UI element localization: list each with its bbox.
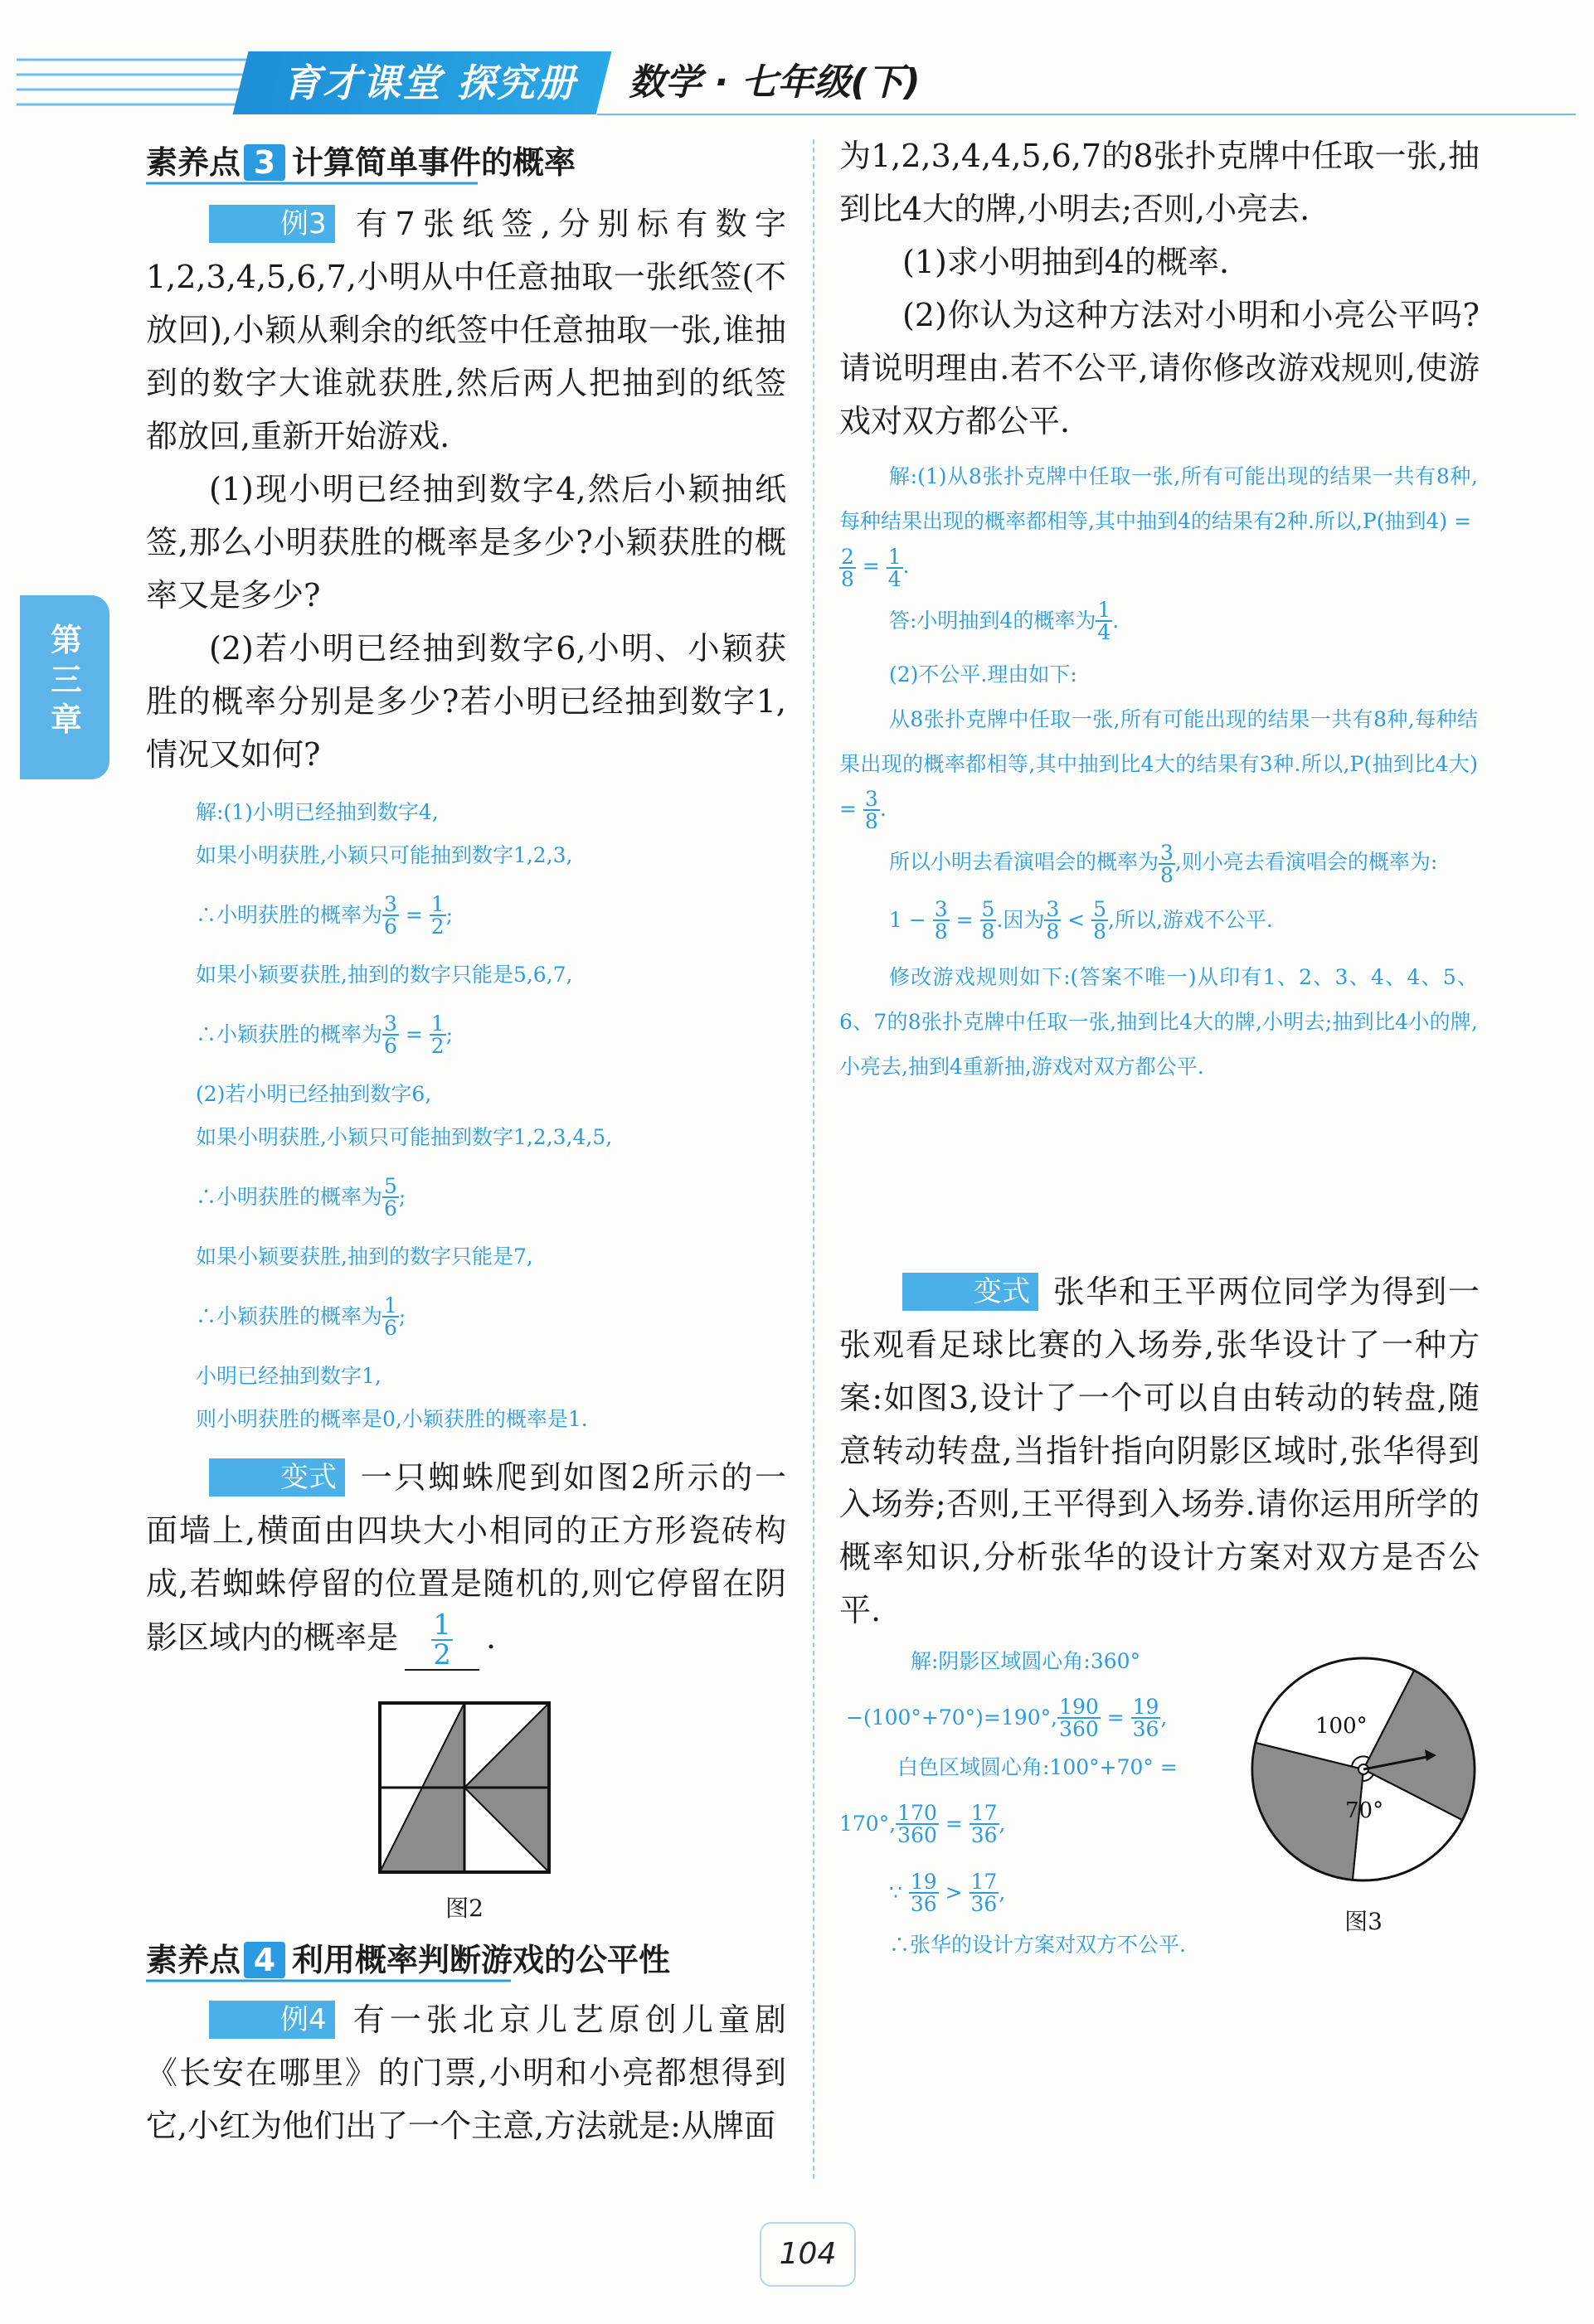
sol3-line: ∴小颖获胜的概率为 $\frac{3}{6}$ = $\frac{1}{2}$ ; <box>196 1012 454 1058</box>
fraction: $\frac{19}{36}$ <box>1132 1695 1159 1741</box>
sol3-line: ∴小明获胜的概率为 $\frac{5}{6}$ ; <box>196 1174 406 1220</box>
section-4-header <box>146 1937 793 1978</box>
fraction: $\frac{19}{36}$ <box>910 1870 937 1916</box>
example-4-q1: (1)求小明抽到4的概率. <box>902 244 1230 280</box>
variant-2-text: 张华和王平两位同学为得到一张观看足球比赛的入场券,张华设计了一种方案:如图3,设计了一个可以自由转动的转盘,随意转动转盘,当指针指向阴影区域时,张华得到入场券;否则,王平得到入场券.请你运用所学的概率知识,分析张华的设计方案对双方是否公平. <box>839 1274 1480 1628</box>
variant-2-tag: 变式 <box>902 1273 1038 1311</box>
fraction: $\frac{3}{8}$ <box>864 787 878 833</box>
figure-2 <box>377 1700 552 1875</box>
sol4-p2: 从8张扑克牌中任取一张,所有可能出现的结果一共有8种,每种结果出现的概率都相等,其中抽到比4大的结果有3种.所以,P(抽到比4大) = $\frac{3}{8}$ . <box>839 706 1479 833</box>
example-3-text: 有7张纸签,分别标有数字1,2,3,4,5,6,7,小明从中任意抽取一张纸签(不放回),小颖从剩余的纸签中任意抽取一张,谁抽到的数字大谁就获胜,然后两人把抽到的纸签都放回,重新开始游戏. <box>146 206 786 454</box>
fraction: $\frac{1}{6}$ <box>384 1293 397 1340</box>
sol3-line: 如果小明获胜,小颖只可能抽到数字1,2,3, <box>196 843 573 867</box>
variant-1-tag: 变式 <box>209 1458 345 1497</box>
sol4-p2-head: (2)不公平.理由如下: <box>889 662 1077 687</box>
solution-variant-2 <box>839 1645 1254 1968</box>
sol3-text: ∴小颖获胜的概率为 <box>196 1022 383 1046</box>
solv2-line: 白色区域圆心角:100°+70° = <box>897 1755 1178 1779</box>
fraction: $\frac{5}{8}$ <box>1093 896 1107 944</box>
angle-label-100: 100° <box>1315 1714 1368 1739</box>
sol4-answer1: 答:小明抽到4的概率为 $\frac{1}{4}$ . <box>889 597 1120 644</box>
fraction: $\frac{17}{36}$ <box>970 1870 998 1916</box>
page-number: 104 <box>760 2222 856 2287</box>
solv2-line: ∴张华的设计方案对双方不公平. <box>889 1933 1186 1957</box>
example-4 <box>146 1993 786 2152</box>
variant-2 <box>839 1265 1480 1637</box>
section-number: 3 <box>244 144 285 181</box>
solv2-line: 解:阴影区域圆心角:360° <box>911 1649 1141 1673</box>
solv2-line: 170°, $\frac{170}{360}$ = $\frac{17}{36}$ , <box>839 1801 1006 1847</box>
sol3-line: 解:(1)小明已经抽到数字4, <box>196 800 439 824</box>
sol3-line: 小明已经抽到数字1, <box>196 1364 381 1388</box>
fraction: $\frac{1}{4}$ <box>887 544 901 591</box>
series-title: 育才课堂 探究册 <box>282 61 576 105</box>
sol3-line: ∴小明获胜的概率为 $\frac{3}{6}$ = $\frac{1}{2}$ ; <box>196 892 454 939</box>
variant-1-answer: $\frac{1}{2}$ <box>405 1610 479 1671</box>
section-number: 4 <box>244 1942 285 1978</box>
figure-2-caption: 图2 <box>445 1895 484 1922</box>
sol4-p4: 1 − $\frac{3}{8}$ = $\frac{5}{8}$ .因为 $\frac{3}{8}$ < $\frac{5}{8}$ ,所以,游戏不公平. <box>889 896 1273 944</box>
subject-title: 数学 · 七年级(下) <box>629 61 921 104</box>
variant-1-end: . <box>486 1618 497 1656</box>
fraction: $\frac{170}{360}$ <box>897 1801 937 1847</box>
example-4-text: 有一张北京儿艺原创儿童剧《长安在哪里》的门票,小明和小亮都想得到它,小红为他们出了一个主意,方法就是:从牌面 <box>146 2001 786 2144</box>
variant-1-text: 一只蜘蛛爬到如图2所示的一面墙上,横面由四块大小相同的正方形瓷砖构成,若蜘蛛停留的位置是随机的,则它停留在阴影区域内的概率是 <box>146 1459 786 1656</box>
fraction: $\frac{17}{36}$ <box>970 1801 998 1847</box>
solution-3 <box>196 791 793 1441</box>
example-3-q1: (1)现小明已经抽到数字4,然后小颖抽纸签,那么小明获胜的概率是多少?小颖获胜的概率又是多少? <box>146 471 786 614</box>
sol4-p5: 修改游戏规则如下:(答案不唯一)从印有1、2、3、4、4、5、6、7的8张扑克牌中任取一张,抽到比4大的牌,小明去;抽到比4小的牌,小亮去,抽到4重新抽,游戏对双方都公平. <box>839 964 1478 1079</box>
sol3-line: ∴小颖获胜的概率为 $\frac{1}{6}$ ; <box>196 1293 406 1340</box>
section-title: 利用概率判断游戏的公平性 <box>292 1941 671 1978</box>
section-label: 素养点 <box>146 143 241 181</box>
figure-3-spinner <box>1247 1653 1480 1885</box>
fraction: $\frac{1}{4}$ <box>1097 597 1111 644</box>
example-3-q2: (2)若小明已经抽到数字6,小明、小颖获胜的概率分别是多少?若小明已经抽到数字1,情况又如何? <box>146 630 786 773</box>
fraction: $\frac{1}{2}$ <box>430 1012 445 1058</box>
fraction: $\frac{5}{8}$ <box>981 896 995 944</box>
example-3 <box>146 197 786 781</box>
example-4-continued <box>839 129 1480 448</box>
section-label: 素养点 <box>146 1941 241 1978</box>
sol3-text: ∴小明获胜的概率为 <box>196 903 383 927</box>
fraction: $\frac{3}{6}$ <box>384 892 397 939</box>
chapter-label: 第三章 <box>50 622 82 738</box>
solv2-line: ∵ $\frac{19}{36}$ > $\frac{17}{36}$ , <box>889 1870 1006 1916</box>
sol4-p1: 解:(1)从8张扑克牌中任取一张,所有可能出现的结果一共有8种,每种结果出现的概率都相等,其中抽到4的结果有2种.所以,P(抽到4) = $\frac{2}{8}$ = $\frac{1}{4}$ . <box>839 464 1478 591</box>
sol4-p3: 所以小明去看演唱会的概率为 $\frac{3}{8}$ ,则小亮去看演唱会的概率为: <box>889 840 1438 887</box>
section-title: 计算简单事件的概率 <box>292 143 576 181</box>
sol3-line: (2)若小明已经抽到数字6, <box>196 1082 432 1106</box>
section-4-underline <box>146 1978 511 1983</box>
sol3-line: 则小明获胜的概率是0,小颖获胜的概率是1. <box>196 1407 588 1431</box>
section-3-underline <box>146 181 478 186</box>
sol3-text: ∴小明获胜的概率为 <box>196 1185 383 1209</box>
fraction: $\frac{190}{360}$ <box>1059 1695 1099 1741</box>
figure-3-caption: 图3 <box>1344 1908 1383 1935</box>
fraction: $\frac{1}{2}$ <box>430 892 445 939</box>
example-4-cont-text: 为1,2,3,4,4,5,6,7的8张扑克牌中任取一张,抽到比4大的牌,小明去;否则,小亮去. <box>839 138 1480 227</box>
example-4-tag: 例4 <box>209 2001 335 2039</box>
header-rule <box>597 111 1576 118</box>
fraction: $\frac{5}{6}$ <box>384 1174 397 1220</box>
solution-4 <box>839 454 1478 1089</box>
fraction: $\frac{3}{8}$ <box>1160 840 1174 887</box>
fraction: $\frac{3}{6}$ <box>384 1012 397 1058</box>
fraction: $\frac{3}{8}$ <box>934 896 948 944</box>
sol3-text: ∴小颖获胜的概率为 <box>196 1304 383 1328</box>
solv2-line: −(100°+70°)=190°, $\frac{190}{360}$ = $\frac{19}{36}$ , <box>846 1695 1168 1741</box>
fraction: $\frac{3}{8}$ <box>1046 896 1060 944</box>
section-3-header <box>146 139 793 181</box>
sol3-line: 如果小颖要获胜,抽到的数字只能是7, <box>196 1244 533 1269</box>
fraction: $\frac{2}{8}$ <box>841 544 854 591</box>
column-divider <box>813 139 814 2179</box>
sol3-line: 如果小颖要获胜,抽到的数字只能是5,6,7, <box>196 963 573 987</box>
variant-1 <box>146 1451 786 1671</box>
header-lines <box>17 50 257 116</box>
angle-label-70: 70° <box>1345 1798 1384 1823</box>
example-3-tag: 例3 <box>209 205 335 243</box>
example-4-q2: (2)你认为这种方法对小明和小亮公平吗?请说明理由.若不公平,请你修改游戏规则,使游戏对双方都公平. <box>839 297 1480 439</box>
sol3-line: 如果小明获胜,小颖只可能抽到数字1,2,3,4,5, <box>196 1125 613 1149</box>
